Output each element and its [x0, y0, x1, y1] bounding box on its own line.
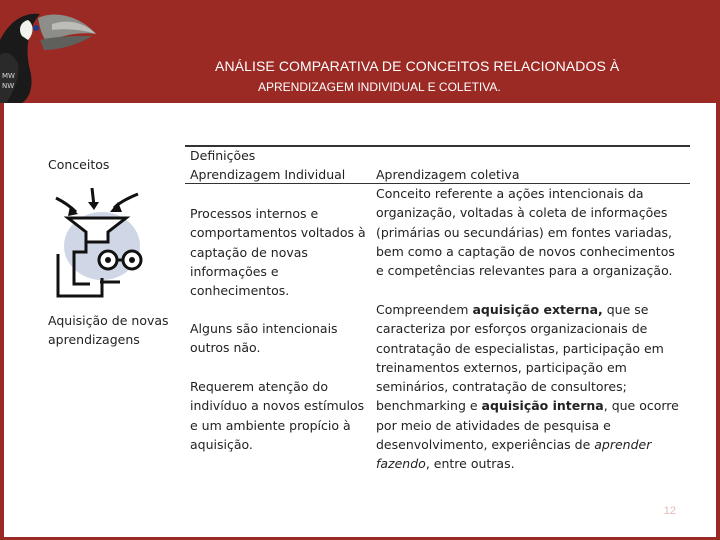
slide-header	[0, 0, 720, 103]
collective-paragraph-1: Conceito referente a ações intencionais da organização, voltadas à coleta de informações (primárias ou secundárias) em fontes variadas, bem como a captação de novos conhecimentos e competências relevantes para a organização.	[376, 186, 675, 279]
col-collective-header: Aprendizagem coletiva	[376, 167, 520, 182]
collective-paragraph-2	[376, 300, 681, 474]
col-definitions-header: Definições	[190, 148, 256, 163]
content-panel	[4, 103, 716, 537]
collective-p2-text-g: , entre outras.	[425, 456, 515, 472]
collective-p2-learn-by-doing: aprender fazendo	[376, 437, 652, 472]
collective-p2-text-e: , que ocorre por meio de atividades de pesquisa e desenvolvimento, experiências de	[376, 398, 679, 453]
collective-p2-text-c: que se caracteriza por esforços organizacionais de contratação de especialistas, participação em treinamentos externos, participação em seminários, contratação de consultores; benchmarking e	[376, 302, 664, 414]
svg-text:MW: MW	[2, 72, 15, 80]
col-individual-header: Aprendizagem Individual	[190, 167, 346, 182]
col-concepts-header: Conceitos	[48, 157, 110, 172]
individual-paragraph-1: Processos internos e comportamentos voltados à captação de novas informações e conhecimentos.	[190, 206, 366, 299]
slide-number: 12	[663, 505, 676, 517]
collective-p2-internal: aquisição interna	[481, 398, 604, 414]
individual-paragraph-2: Alguns são intencionais outros não.	[190, 321, 338, 356]
collective-p2-text-a: Compreendem	[376, 302, 473, 317]
svg-text:NW: NW	[2, 82, 15, 90]
toucan-logo-icon	[0, 0, 110, 103]
title-line-1: ANÁLISE COMPARATIVA DE CONCEITOS RELACIONADOS À	[215, 58, 620, 74]
collective-p2-external: aquisição externa,	[472, 302, 603, 317]
row-label-acquisition: Aquisição de novas aprendizagens	[48, 313, 169, 348]
funnel-head-icon	[44, 186, 154, 304]
header-top-rule	[185, 145, 690, 147]
title-line-2: APRENDIZAGEM INDIVIDUAL E COLETIVA.	[258, 80, 501, 94]
individual-paragraph-3: Requerem atenção do indivíduo a novos estímulos e um ambiente propício à aquisição.	[190, 379, 365, 452]
